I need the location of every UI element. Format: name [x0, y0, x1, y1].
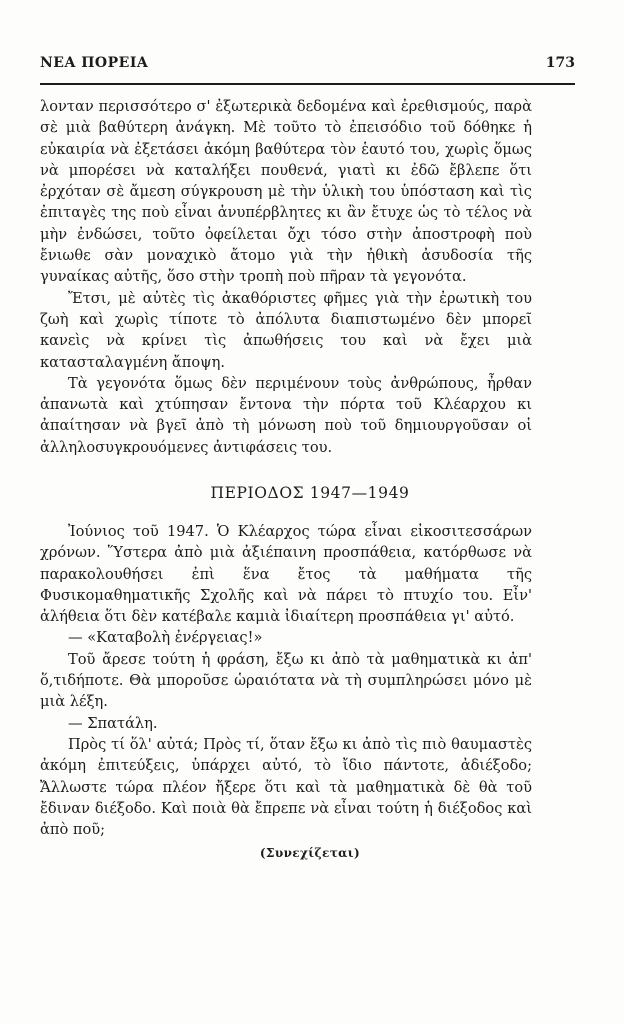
page-number: 173: [545, 55, 575, 71]
paragraph: Τοῦ ἄρεσε τούτη ἡ φράση, ἔξω κι ἀπὸ τὰ μαθηματικὰ κι ἀπ' ὅ,τιδήποτε. Θὰ μποροῦσε ὡραιότατα νὰ τὴ συμπληρώσει μόνο μὲ μιὰ λέξη.: [40, 650, 532, 711]
paragraph: Πρὸς τί ὅλ' αὐτά; Πρὸς τί, ὅταν ἔξω κι ἀπὸ τὶς πιὸ θαυμαστὲς ἀκόμη ἐπιτεύξεις, ὑπάρχει αὐτό, τὸ ἴδιο πάντοτε, ἀδιέξοδο; Ἄλλωστε τώρα πλέον ἤξερε ὅτι καὶ τὰ μαθηματικὰ δὲ θὰ τοῦ ἔδιναν διέξοδο. Καὶ ποιὰ θὰ ἔπρεπε νὰ εἶναι τούτη ἡ διέξοδος καὶ ἀπὸ ποῦ;: [40, 735, 532, 839]
paragraph: Τὰ γεγονότα ὅμως δὲν περιμένουν τοὺς ἀνθρώπους, ἦρθαν ἀπανωτὰ καὶ χτύπησαν ἔντονα τὴν πόρτα τοῦ Κλέαρχου κι ἀπαίτησαν νὰ βγεῖ ἀπὸ τὴ μόνωση ποὺ τοῦ δημιουργοῦσαν οἱ ἀλληλοσυγκρουόμενες ἀντιφάσεις του.: [40, 374, 532, 456]
dialogue-line: — Σπατάλη.: [68, 714, 158, 732]
section-heading: ΠΕΡΙΟΔΟΣ 1947—1949: [210, 484, 410, 502]
journal-title: ΝΕΑ ΠΟΡΕΙΑ: [40, 55, 149, 71]
paragraph: Ἔτσι, μὲ αὐτὲς τὶς ἀκαθόριστες φῆμες γιὰ τὴν ἐρωτικὴ του ζωὴ καὶ χωρὶς τίποτε τὸ ἀπόλυτα διαπιστωμένο δὲν μπορεῖ κανεὶς νὰ κρίνει τὶς ἀπωθήσεις του καὶ νὰ ἔχει μιὰ κατασταλαγμένη ἄποψη.: [40, 289, 532, 371]
dialogue-line: — «Καταβολὴ ἐνέργειας!»: [68, 629, 263, 647]
paragraph: Ἰούνιος τοῦ 1947. Ὁ Κλέαρχος τώρα εἶναι εἰκοσιτεσσάρων χρόνων. Ὕστερα ἀπὸ μιὰ ἀξιέπαινη προσπάθεια, κατόρθωσε νὰ παρακολουθήσει ἐπὶ ἕνα ἔτος τὰ μαθήματα τῆς Φυσικομαθηματικῆς Σχολῆς καὶ νὰ πάρει τὸ πτυχίο του. Εἶν' ἀλήθεια ὅτι δὲν κατέβαλε καμιὰ ἰδιαίτερη προσπάθεια γι' αὐτό.: [40, 523, 532, 626]
header-rule: [40, 83, 575, 85]
article-body-part-2: [40, 521, 532, 840]
continued-note: (Συνεχίζεται): [259, 846, 361, 860]
running-head: [40, 55, 575, 77]
article-body-part-1: [40, 96, 532, 458]
paragraph: λονταν περισσότερο σ' ἐξωτερικὰ δεδομένα καὶ ἐρεθισμούς, παρὰ σὲ μιὰ βαθύτερη ἀνάγκη. Μὲ τοῦτο τὸ ἐπεισόδιο τοῦ δόθηκε ἡ εὐκαιρία νὰ ἐξετάσει ἀκόμη βαθύτερα τὸν ἑαυτό του, χωρὶς ὅμως νὰ μπορέσει νὰ καταλήξει πουθενά, γιατὶ κι ἐδῶ ἔβλεπε ὅτι ἐρχόταν σὲ ἄμεση σύγκρουση μὲ τὴν ὑλικὴ του ὑπόσταση καὶ τὶς ἐπιταγὲς της ποὺ εἶναι ἀνυπέρβλητες κι ἂν ἔτυχε ὡς τὸ τέλος νὰ μὴν ἐνδώσει, τοῦτο ὀφείλεται ὄχι τόσο στὴν ἀποστροφὴ ποὺ ἔνιωθε σὰν μοναχικὸ ἄτομο γιὰ τὴν ἠθικὴ ἀσυδοσία τῆς γυναίκας αὐτῆς, ὅσο στὴν τροπὴ ποὺ πῆραν τὰ γεγονότα.: [40, 98, 532, 286]
